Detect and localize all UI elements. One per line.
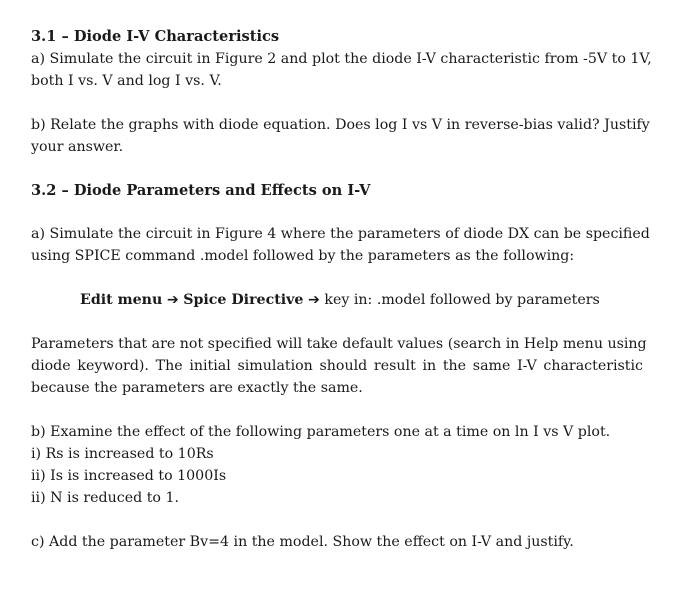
list-item: ii) N is reduced to 1.	[31, 490, 179, 506]
params-line-3: because the parameters are exactly the same.	[31, 380, 363, 396]
section-3-2-a-line-1: a) Simulate the circuit in Figure 4 where the parameters of diode DX can be specified	[31, 226, 650, 242]
section-3-1-heading: 3.1 – Diode I-V Characteristics	[31, 28, 280, 45]
right-arrow-icon: ➔	[307, 292, 320, 308]
section-3-1-a-line-1: a) Simulate the circuit in Figure 2 and plot the diode I-V characteristic from -5V to 1V,	[31, 51, 652, 67]
params-line-1: Parameters that are not specified will take default values (search in Help menu using	[31, 336, 647, 352]
section-3-1-a-line-2: both I vs. V and log I vs. V.	[31, 73, 222, 89]
menu-path-instruction: key in: .model followed by parameters	[319, 292, 600, 308]
params-line-2: diode keyword). The initial simulation should result in the same I-V characteristic	[31, 358, 643, 374]
section-3-2-heading: 3.2 – Diode Parameters and Effects on I-V	[31, 182, 371, 199]
section-3-1-b-line-2: your answer.	[31, 139, 124, 155]
section-3-2-a-line-2: using SPICE command .model followed by the parameters as the following:	[31, 248, 575, 264]
list-item: ii) Is is increased to 1000Is	[31, 468, 227, 484]
menu-path-step-edit: Edit menu	[80, 292, 163, 308]
right-arrow-icon: ➔	[166, 292, 179, 308]
section-3-1-b-line-1: b) Relate the graphs with diode equation. Does log I vs V in reverse-bias valid? Justify	[31, 117, 650, 133]
section-3-2-c-line: c) Add the parameter Bv=4 in the model. Show the effect on I-V and justify.	[31, 534, 574, 550]
menu-path-step-spice-directive: Spice Directive	[183, 292, 304, 308]
list-item: i) Rs is increased to 10Rs	[31, 446, 214, 462]
section-3-2-b-intro: b) Examine the effect of the following parameters one at a time on ln I vs V plot.	[31, 424, 611, 440]
menu-path	[80, 289, 600, 311]
